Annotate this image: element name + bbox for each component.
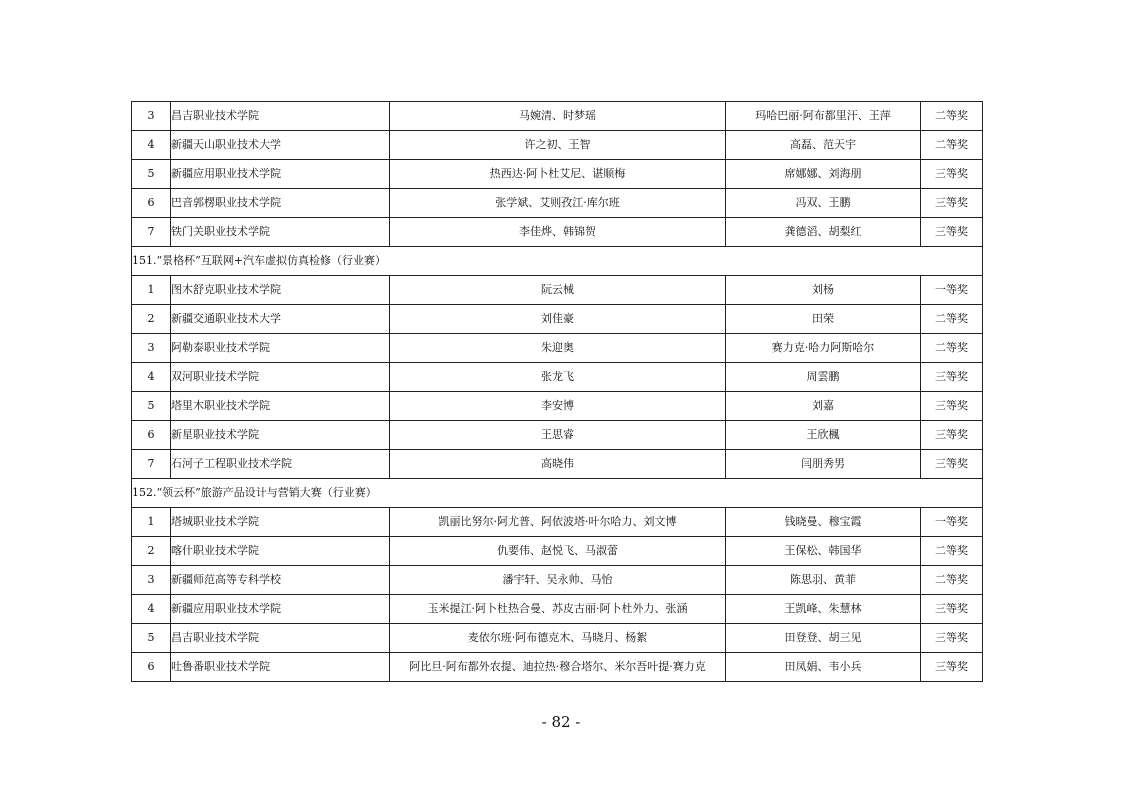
table-row (132, 131, 983, 160)
award-level: 三等奖 (921, 218, 983, 247)
table-row (132, 653, 983, 682)
award-level: 一等奖 (921, 276, 983, 305)
table-row (132, 450, 983, 479)
page-number: - 82 - (541, 713, 581, 731)
row-number: 5 (132, 392, 171, 421)
student-names: 李佳烨、韩锦贺 (390, 218, 726, 247)
awards-table (131, 101, 983, 682)
teacher-names: 王凯峰、朱慧林 (726, 595, 921, 624)
school-name: 新疆师范高等专科学校 (171, 566, 390, 595)
teacher-names: 刘杨 (726, 276, 921, 305)
school-name: 石河子工程职业技术学院 (171, 450, 390, 479)
school-name: 新疆应用职业技术学院 (171, 160, 390, 189)
student-names: 玉米提江·阿卜杜热合曼、苏皮古丽·阿卜杜外力、张涵 (390, 595, 726, 624)
table-row (132, 102, 983, 131)
section-title: 151.“景格杯”互联网+汽车虚拟仿真检修（行业赛） (132, 247, 983, 276)
award-level: 一等奖 (921, 508, 983, 537)
row-number: 3 (132, 334, 171, 363)
student-names: 张龙飞 (390, 363, 726, 392)
row-number: 7 (132, 218, 171, 247)
student-names: 刘佳豪 (390, 305, 726, 334)
student-names: 李安博 (390, 392, 726, 421)
award-level: 二等奖 (921, 131, 983, 160)
row-number: 1 (132, 276, 171, 305)
award-level: 三等奖 (921, 160, 983, 189)
student-names: 阿比旦·阿布都外农提、迪拉热·穆合塔尔、米尔吾叶提·赛力克 (390, 653, 726, 682)
teacher-names: 闫朋秀男 (726, 450, 921, 479)
student-names: 凯丽比努尔·阿尤普、阿依波塔·叶尔哈力、刘文博 (390, 508, 726, 537)
table-row (132, 566, 983, 595)
table-row (132, 189, 983, 218)
row-number: 3 (132, 566, 171, 595)
section-title: 152.“领云杯”旅游产品设计与营销大赛（行业赛） (132, 479, 983, 508)
row-number: 5 (132, 624, 171, 653)
row-number: 3 (132, 102, 171, 131)
teacher-names: 王保松、韩国华 (726, 537, 921, 566)
teacher-names: 冯双、王鹏 (726, 189, 921, 218)
teacher-names: 刘嘉 (726, 392, 921, 421)
teacher-names: 高磊、范天宇 (726, 131, 921, 160)
school-name: 塔里木职业技术学院 (171, 392, 390, 421)
student-names: 麦依尔班·阿布德克木、马晓月、杨絮 (390, 624, 726, 653)
award-level: 三等奖 (921, 624, 983, 653)
school-name: 巴音郭楞职业技术学院 (171, 189, 390, 218)
award-level: 二等奖 (921, 537, 983, 566)
student-names: 朱迎奥 (390, 334, 726, 363)
teacher-names: 陈思羽、黄菲 (726, 566, 921, 595)
award-level: 二等奖 (921, 305, 983, 334)
award-level: 二等奖 (921, 102, 983, 131)
award-level: 三等奖 (921, 450, 983, 479)
row-number: 6 (132, 653, 171, 682)
student-names: 马婉清、时梦瑶 (390, 102, 726, 131)
award-level: 三等奖 (921, 653, 983, 682)
table-row (132, 160, 983, 189)
teacher-names: 田荣 (726, 305, 921, 334)
award-level: 三等奖 (921, 363, 983, 392)
school-name: 新星职业技术学院 (171, 421, 390, 450)
teacher-names: 周雲鹏 (726, 363, 921, 392)
student-names: 热西达·阿卜杜艾尼、谌顺梅 (390, 160, 726, 189)
teacher-names: 王欣楓 (726, 421, 921, 450)
row-number: 4 (132, 595, 171, 624)
school-name: 双河职业技术学院 (171, 363, 390, 392)
table-row (132, 421, 983, 450)
teacher-names: 田登登、胡三见 (726, 624, 921, 653)
table-row (132, 595, 983, 624)
award-level: 三等奖 (921, 189, 983, 218)
school-name: 新疆天山职业技术大学 (171, 131, 390, 160)
school-name: 新疆应用职业技术学院 (171, 595, 390, 624)
section-header-151 (132, 247, 983, 276)
row-number: 4 (132, 363, 171, 392)
school-name: 图木舒克职业技术学院 (171, 276, 390, 305)
table-row (132, 537, 983, 566)
award-level: 三等奖 (921, 421, 983, 450)
student-names: 高晓伟 (390, 450, 726, 479)
student-names: 张学斌、艾则孜江·库尔班 (390, 189, 726, 218)
row-number: 2 (132, 537, 171, 566)
row-number: 5 (132, 160, 171, 189)
school-name: 昌吉职业技术学院 (171, 624, 390, 653)
award-level: 二等奖 (921, 334, 983, 363)
row-number: 6 (132, 189, 171, 218)
school-name: 昌吉职业技术学院 (171, 102, 390, 131)
table-row (132, 334, 983, 363)
section-header-152 (132, 479, 983, 508)
table-row (132, 363, 983, 392)
award-level: 二等奖 (921, 566, 983, 595)
school-name: 铁门关职业技术学院 (171, 218, 390, 247)
student-names: 仇要伟、赵悦飞、马淑蕾 (390, 537, 726, 566)
row-number: 1 (132, 508, 171, 537)
school-name: 吐鲁番职业技术学院 (171, 653, 390, 682)
award-level: 三等奖 (921, 392, 983, 421)
teacher-names: 玛哈巴丽·阿布都里汗、王萍 (726, 102, 921, 131)
student-names: 潘宇轩、吴永帅、马怡 (390, 566, 726, 595)
table-row (132, 624, 983, 653)
awards-table-body (132, 102, 983, 682)
row-number: 7 (132, 450, 171, 479)
teacher-names: 赛力克·哈力阿斯哈尔 (726, 334, 921, 363)
table-row (132, 508, 983, 537)
row-number: 6 (132, 421, 171, 450)
teacher-names: 钱晓曼、穆宝霞 (726, 508, 921, 537)
row-number: 2 (132, 305, 171, 334)
award-level: 三等奖 (921, 595, 983, 624)
table-row (132, 218, 983, 247)
school-name: 阿勒泰职业技术学院 (171, 334, 390, 363)
student-names: 阮云械 (390, 276, 726, 305)
table-row (132, 392, 983, 421)
table-row (132, 305, 983, 334)
teacher-names: 田凤娟、韦小兵 (726, 653, 921, 682)
teacher-names: 龚德滔、胡梨红 (726, 218, 921, 247)
student-names: 许之初、王智 (390, 131, 726, 160)
student-names: 王思睿 (390, 421, 726, 450)
school-name: 喀什职业技术学院 (171, 537, 390, 566)
row-number: 4 (132, 131, 171, 160)
teacher-names: 席娜娜、刘海朋 (726, 160, 921, 189)
school-name: 塔城职业技术学院 (171, 508, 390, 537)
school-name: 新疆交通职业技术大学 (171, 305, 390, 334)
table-row (132, 276, 983, 305)
